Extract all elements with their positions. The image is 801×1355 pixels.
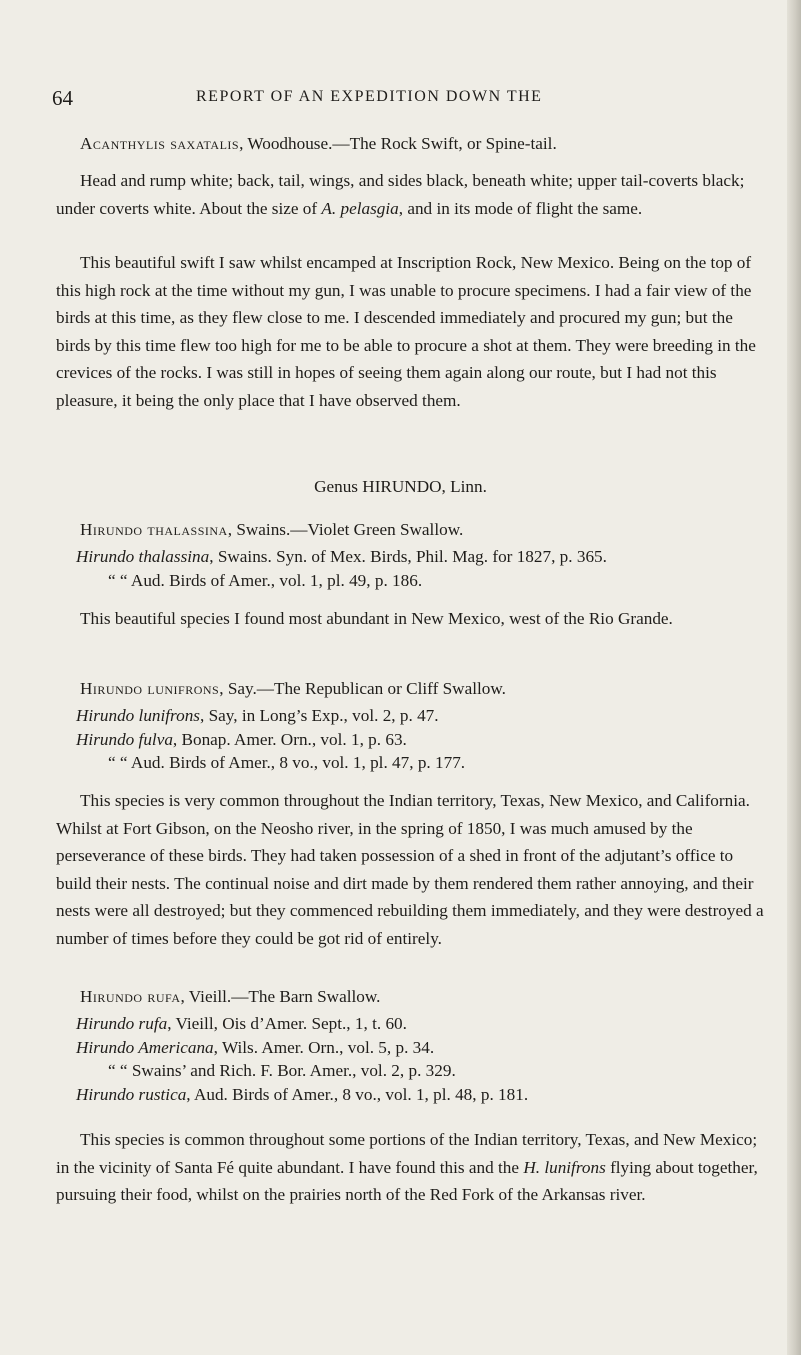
rufa-ref-1-italic: Hirundo rufa <box>76 1014 168 1033</box>
page-number: 64 <box>52 86 73 110</box>
lunifrons-ref-1 <box>76 704 776 728</box>
rufa-name: Hirundo rufa <box>80 987 181 1006</box>
lunifrons-name: Hirundo lunifrons <box>80 679 220 698</box>
genus-heading: Genus HIRUNDO, Linn. <box>314 477 487 496</box>
acanthylis-paragraph: This beautiful swift I saw whilst encamped at Inscription Rock, New Mexico. Being on the top of this high rock at the time without my gun, I was unable to procure specimens. I had a fair view of the birds at this time, as they flew close to me. I descended immediately and procured my gun; but the birds by this time flew too high for me to be able to procure a shot at them. They were breeding in the crevices of the rocks. I was still in hopes of seeing them again along our route, but I had not this pleasure, it being the only place that I have observed them. <box>56 253 756 410</box>
acanthylis-name: Acanthylis saxatalis <box>80 134 240 153</box>
rufa-ref-4-rest: , Aud. Birds of Amer., 8 vo., vol. 1, pl. 48, p. 181. <box>186 1084 529 1104</box>
acanthylis-title <box>56 130 768 158</box>
acanthylis-description <box>56 167 768 222</box>
lunifrons-ref-3: “ “ Aud. Birds of Amer., 8 vo., vol. 1, pl. 47, p. 177. <box>108 753 466 772</box>
thalassina-paragraph: This beautiful species I found most abundant in New Mexico, west of the Rio Grande. <box>80 609 673 628</box>
lunifrons-ref-1-rest: , Say, in Long’s Exp., vol. 2, p. 47. <box>200 706 439 725</box>
rufa-title-rest: , Vieill.—The Barn Swallow. <box>180 987 381 1006</box>
rufa-title <box>56 983 768 1011</box>
thalassina-ref-1 <box>76 545 776 569</box>
thalassina-ref-1-italic: Hirundo thalassina <box>76 547 210 566</box>
lunifrons-references <box>76 704 776 775</box>
lunifrons-ref-2-rest: , Bonap. Amer. Orn., vol. 1, p. 63. <box>172 729 407 749</box>
lunifrons-title-rest: , Say.—The Republican or Cliff Swallow. <box>219 679 506 698</box>
rufa-ref-4-italic: Hirundo rustica <box>76 1084 187 1104</box>
thalassina-name: Hirundo thalassina <box>80 520 228 539</box>
rufa-paragraph-b: flying about together, pursuing their food, whilst on the prairies north of the Red Fork of the Arkansas river. <box>56 1157 758 1204</box>
lunifrons-ref-1-italic: Hirundo lunifrons <box>76 706 200 725</box>
thalassina-ref-1-rest: , Swains. Syn. of Mex. Birds, Phil. Mag. for 1827, p. 365. <box>209 547 607 566</box>
rufa-paragraph-a: This species is common throughout some portions of the Indian territory, Texas, and New Mexico; in the vicinity of Santa Fé quite abundant. I have found this and the <box>56 1130 758 1177</box>
rufa-ref-2-rest: , Wils. Amer. Orn., vol. 5, p. 34. <box>213 1037 435 1057</box>
acanthylis-description-b: , and in its mode of flight the same. <box>398 198 643 218</box>
acanthylis-description-italic: A. pelasgia <box>321 198 399 218</box>
thalassina-title-rest: , Swains.—Violet Green Swallow. <box>227 520 464 539</box>
rufa-ref-3: “ “ Swains’ and Rich. F. Bor. Amer., vol. 2, p. 329. <box>108 1061 456 1080</box>
rufa-ref-1 <box>76 1012 776 1036</box>
acanthylis-title-rest: , Woodhouse.—The Rock Swift, or Spine-tail. <box>239 134 557 153</box>
rufa-references <box>76 1012 776 1106</box>
rufa-ref-2 <box>76 1036 776 1060</box>
lunifrons-paragraph: This species is very common throughout the Indian territory, Texas, New Mexico, and California. Whilst at Fort Gibson, on the Neosho river, in the spring of 1850, I was much amused by the perseverance of these birds. They had taken possession of a shed in front of the adjutant’s office to build their nests. The continual noise and dirt made by them rendered them rather annoying, and their nests were all destroyed; but they commenced rebuilding them immediately, and they were destroyed a number of times before they could be got rid of entirely. <box>56 791 764 948</box>
lunifrons-ref-2 <box>76 728 776 752</box>
acanthylis-description-a: Head and rump white; back, tail, wings, and sides black, beneath white; upper tail-coverts black; under coverts white. About the size of <box>56 171 745 218</box>
rufa-ref-2-italic: Hirundo Americana <box>76 1037 214 1057</box>
running-head: REPORT OF AN EXPEDITION DOWN THE <box>196 88 543 105</box>
lunifrons-title <box>56 675 768 703</box>
thalassina-ref-2: “ “ Aud. Birds of Amer., vol. 1, pl. 49, p. 186. <box>108 570 423 590</box>
rufa-paragraph <box>56 1126 768 1209</box>
rufa-paragraph-italic: H. lunifrons <box>523 1157 606 1177</box>
thalassina-references <box>76 545 776 592</box>
thalassina-title <box>56 516 768 544</box>
lunifrons-ref-2-italic: Hirundo fulva <box>76 729 173 749</box>
rufa-ref-1-rest: , Vieill, Ois d’Amer. Sept., 1, t. 60. <box>167 1014 407 1033</box>
rufa-ref-4 <box>76 1083 776 1107</box>
